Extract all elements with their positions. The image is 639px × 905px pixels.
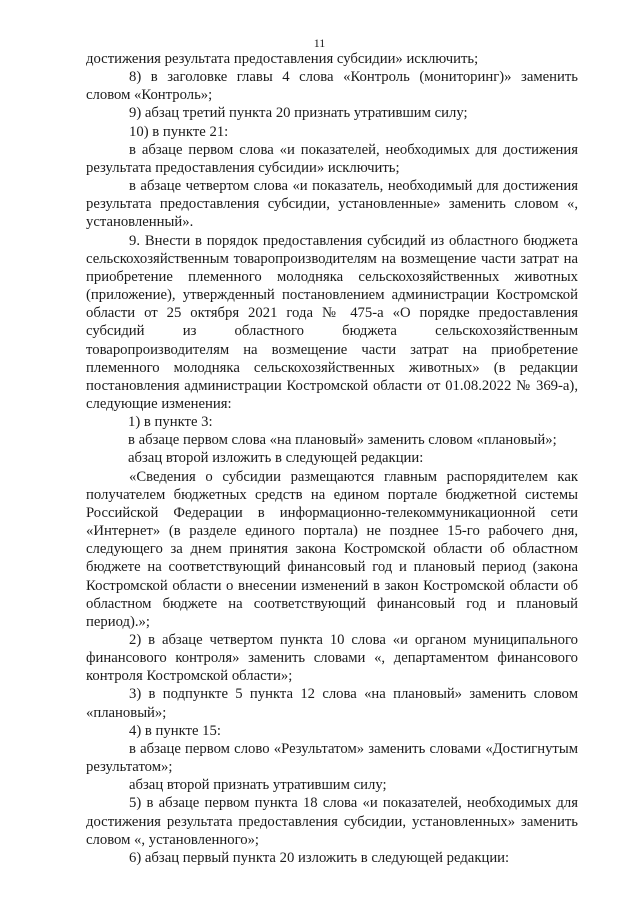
paragraph: «Сведения о субсидии размещаются главным распорядителем как получателем бюджетных средств на едином портале бюджетной системы Российской Федерации в информационно-телекоммуникационной сети «Интернет» (в разделе единого портала) не позднее 15-го рабочего дня, следующего за днем принятия закона Костромской области об областном бюджете на соответствующий финансовый год и плановый период (закона Костромской области о внесении изменений в закон Костромской области об областном бюджете на соответствующий финансовый год и плановый период).»; — [86, 468, 578, 630]
paragraph: достижения результата предоставления субсидии» исключить; — [86, 51, 479, 67]
paragraph: в абзаце первом слова «и показателей, необходимых для достижения результата предоставления субсидии» исключить; — [86, 141, 578, 176]
paragraph: 4) в пункте 15: — [129, 722, 221, 739]
page-number: 11 — [313, 36, 326, 50]
paragraph: в абзаце первом слово «Результатом» заменить словами «Достигнутым результатом»; — [86, 740, 578, 776]
paragraph: 9) абзац третий пункта 20 признать утратившим силу; — [129, 105, 468, 122]
paragraph: 1) в пункте 3: — [128, 414, 213, 431]
paragraph: 9. Внести в порядок предоставления субсидий из областного бюджета сельскохозяйственным товаропроизводителям на возмещение части затрат на приобретение племенного молодняка сельскохозяйственных животных (приложение), утвержденный постановлением администрации Костромской области от 25 октября 2021 года № 475-а «О порядке предоставления субсидий из областного бюджета сельскохозяйственным товаропроизводителям на возмещение части затрат на приобретение племенного молодняка сельскохозяйственных животных» (в редакции постановления администрации Костромской области от 01.08.2022 № 369-а), следующие изменения: — [86, 232, 578, 412]
paragraph: 8) в заголовке главы 4 слова «Контроль (мониторинг)» заменить словом «Контроль»; — [86, 69, 578, 104]
paragraph: 10) в пункте 21: — [129, 123, 229, 140]
paragraph: 5) в абзаце первом пункта 18 слова «и показателей, необходимых для достижения результата предоставления субсидии, установленных» заменить словом «, установленного»; — [86, 795, 578, 848]
paragraph: 6) абзац первый пункта 20 изложить в следующей редакции: — [129, 849, 510, 866]
document-body — [86, 50, 578, 867]
paragraph: 2) в абзаце четвертом пункта 10 слова «и органом муниципального финансового контроля» заменить словами «, департаментом финансового контроля Костромской области»; — [86, 632, 578, 685]
paragraph: 3) в подпункте 5 пункта 12 слова «на плановый» заменить словом «плановый»; — [86, 686, 578, 721]
paragraph: в абзаце первом слова «на плановый» заменить словом «плановый»; — [128, 432, 557, 449]
paragraph: в абзаце четвертом слова «и показатель, необходимый для достижения результата предоставления субсидии, установленные» заменить словом «, установленный». — [86, 178, 578, 231]
paragraph: абзац второй изложить в следующей редакции: — [128, 450, 424, 467]
paragraph: абзац второй признать утратившим силу; — [129, 777, 387, 794]
